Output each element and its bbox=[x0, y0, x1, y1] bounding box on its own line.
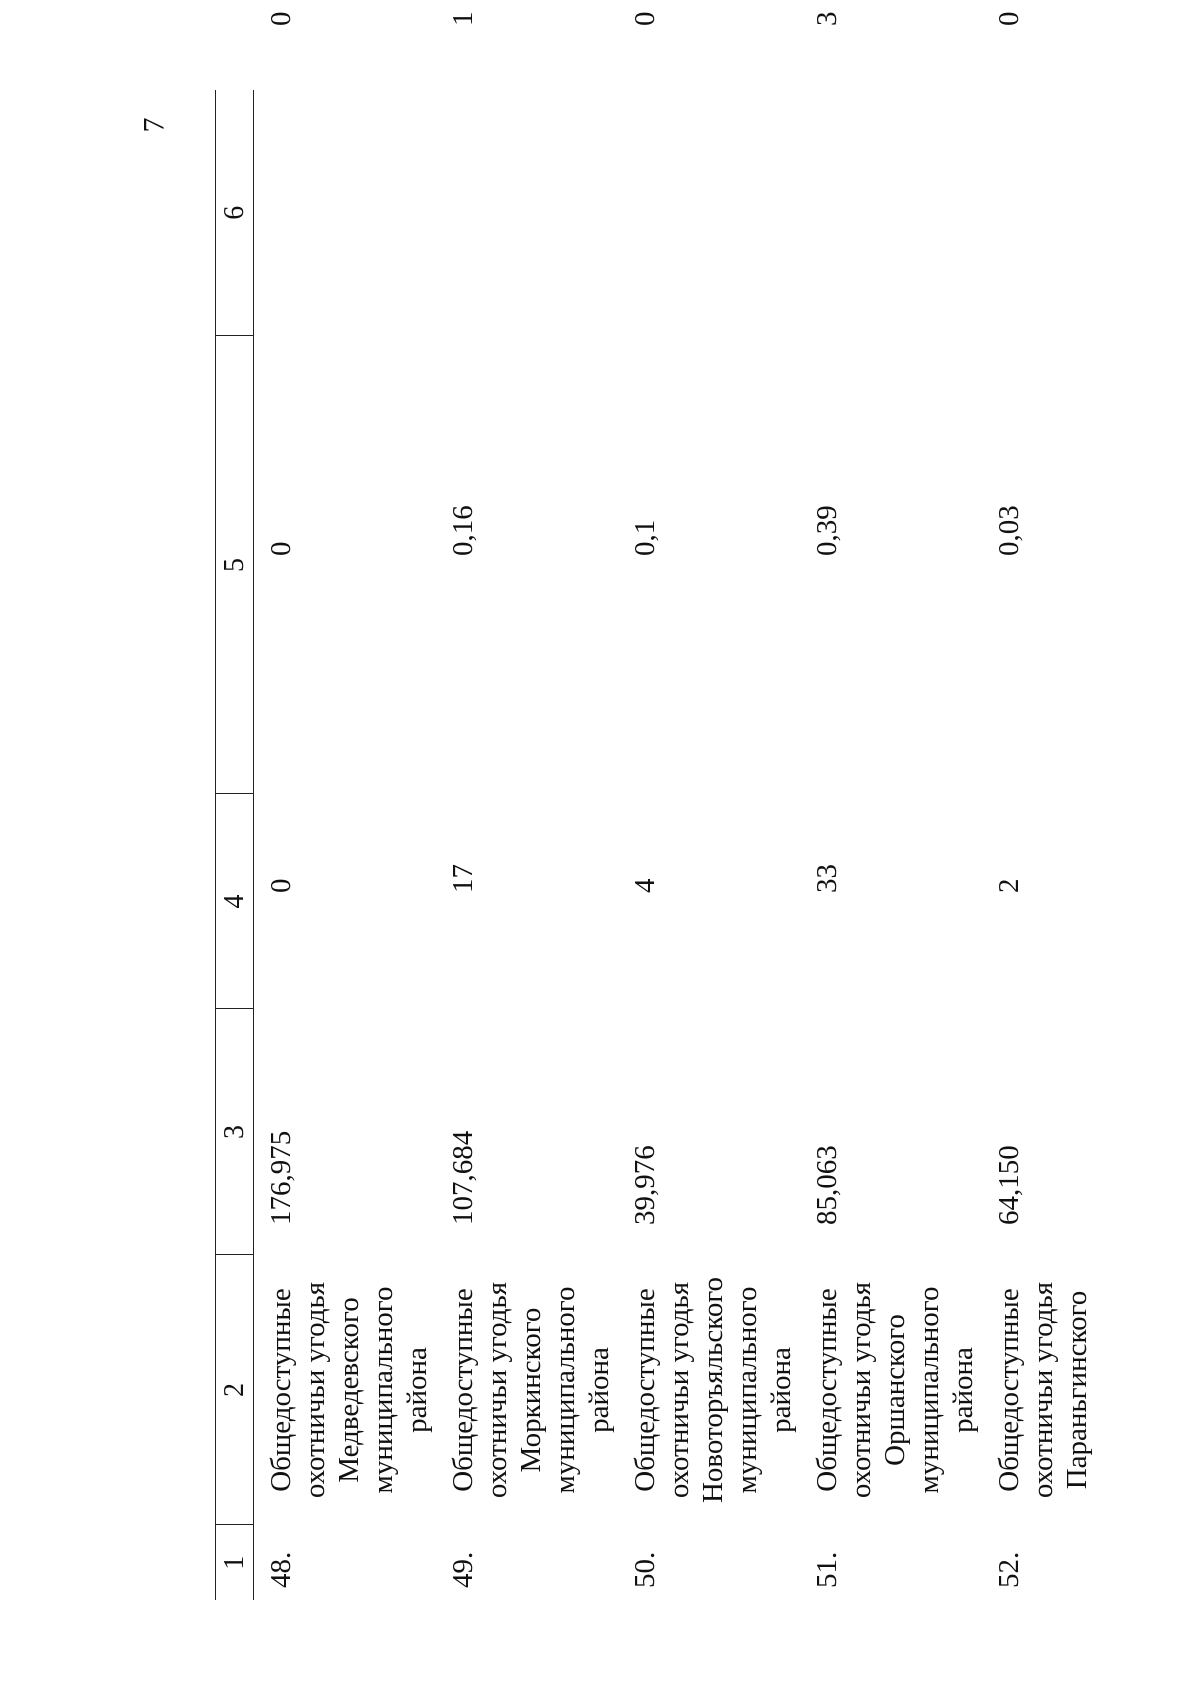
row-col-3: 85,063 bbox=[811, 1145, 843, 1225]
row-name bbox=[254, 1255, 437, 1525]
row-name-line: Общедоступные bbox=[811, 1288, 843, 1492]
table-row bbox=[618, 90, 800, 1600]
page-number: 7 bbox=[137, 117, 171, 133]
row-col-6: 3 bbox=[811, 11, 843, 26]
row-name-line: Общедоступные bbox=[447, 1288, 479, 1492]
row-name bbox=[800, 1255, 982, 1525]
row-name bbox=[982, 1255, 1130, 1525]
rotated-table-area bbox=[215, 11, 1093, 1600]
row-name bbox=[436, 1255, 618, 1525]
row-name-line: охотничьи угодья bbox=[663, 1281, 695, 1499]
table-row bbox=[982, 90, 1130, 1600]
row-name-line: Новоторъяльского bbox=[697, 1276, 729, 1504]
row-name-line: Общедоступные bbox=[629, 1288, 661, 1492]
table-header-row bbox=[216, 90, 254, 1600]
row-name-line: района bbox=[947, 1347, 979, 1433]
row-number: 50. bbox=[629, 1551, 661, 1588]
table-row bbox=[800, 90, 982, 1600]
header-col-6: 6 bbox=[216, 90, 254, 336]
table-row bbox=[436, 90, 618, 1600]
header-col-3: 3 bbox=[216, 1009, 254, 1255]
row-name-line: района bbox=[583, 1347, 615, 1433]
row-col-3: 39,976 bbox=[629, 1145, 661, 1225]
header-col-5: 5 bbox=[216, 336, 254, 794]
row-col-6: 1 bbox=[447, 11, 479, 26]
row-name-line: Оршанского bbox=[879, 1314, 911, 1466]
row-name-line: охотничьи угодья bbox=[299, 1281, 331, 1499]
row-name-line: муниципального bbox=[731, 1286, 763, 1494]
row-col-5: 0,16 bbox=[447, 505, 479, 556]
row-number: 52. bbox=[993, 1551, 1025, 1588]
row-name-line: охотничьи угодья bbox=[845, 1281, 877, 1499]
row-col-5: 0 bbox=[265, 541, 297, 556]
row-number: 49. bbox=[447, 1551, 479, 1588]
row-name-line: охотничьи угодья bbox=[481, 1281, 513, 1499]
header-col-2: 2 bbox=[216, 1255, 254, 1525]
row-name-line: охотничьи угодья bbox=[1027, 1281, 1059, 1499]
row-name-line: муниципального bbox=[913, 1286, 945, 1494]
row-name-line: Медведевского bbox=[333, 1297, 365, 1483]
row-col-3: 64,150 bbox=[993, 1145, 1025, 1225]
hunting-grounds-table bbox=[215, 11, 1130, 1600]
row-col-6: 0 bbox=[629, 11, 661, 26]
table-row bbox=[254, 90, 437, 1600]
row-name-line: муниципального bbox=[549, 1286, 581, 1494]
row-col-6: 0 bbox=[993, 11, 1025, 26]
row-col-5: 0,03 bbox=[993, 505, 1025, 556]
row-name-line: Моркинского bbox=[515, 1307, 547, 1473]
row-col-4: 0 bbox=[265, 878, 297, 893]
row-col-5: 0,1 bbox=[629, 519, 661, 556]
row-number: 48. bbox=[265, 1551, 297, 1588]
row-col-5: 0,39 bbox=[811, 505, 843, 556]
row-col-4: 17 bbox=[447, 864, 479, 893]
header-col-1: 1 bbox=[216, 1525, 254, 1600]
row-col-4: 33 bbox=[811, 864, 843, 893]
row-name-line: муниципального bbox=[367, 1286, 399, 1494]
row-name-line: Общедоступные bbox=[993, 1288, 1025, 1492]
row-col-4: 2 bbox=[993, 878, 1025, 893]
row-col-3: 176,975 bbox=[265, 1130, 297, 1225]
row-name bbox=[618, 1255, 800, 1525]
header-col-4: 4 bbox=[216, 794, 254, 1009]
row-col-6: 0 bbox=[265, 11, 297, 26]
row-number: 51. bbox=[811, 1551, 843, 1588]
row-name-line: района bbox=[401, 1347, 433, 1433]
row-col-4: 4 bbox=[629, 878, 661, 893]
row-name-line: Параньгинского bbox=[1061, 1290, 1093, 1490]
row-name-line: района bbox=[765, 1347, 797, 1433]
row-name-line: Общедоступные bbox=[265, 1288, 297, 1492]
row-col-3: 107,684 bbox=[447, 1130, 479, 1225]
